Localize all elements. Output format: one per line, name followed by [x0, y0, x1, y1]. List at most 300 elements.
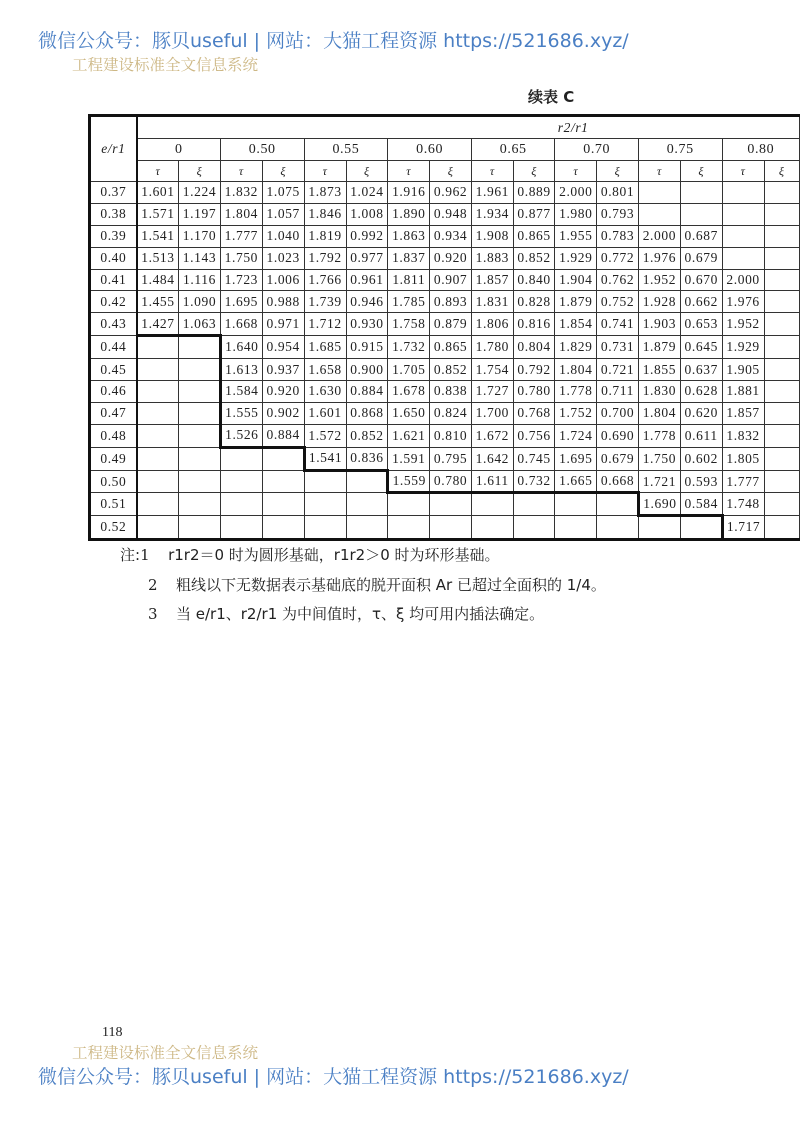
tau-header: τ — [388, 161, 430, 182]
empty-cell — [346, 470, 388, 493]
empty-cell — [220, 516, 262, 540]
row-label: 0.38 — [90, 203, 137, 225]
value-cell: 1.650 — [388, 402, 430, 424]
tau-header: τ — [304, 161, 346, 182]
value-cell: 1.572 — [304, 424, 346, 447]
value-cell: 0.992 — [346, 225, 388, 247]
value-cell: 1.712 — [304, 313, 346, 336]
value-cell: 0.893 — [430, 291, 472, 313]
value-cell: 1.855 — [638, 359, 680, 381]
empty-cell — [179, 402, 221, 424]
value-cell: 1.829 — [555, 336, 597, 359]
empty-cell — [764, 381, 799, 403]
empty-cell — [764, 247, 799, 269]
value-cell: 0.879 — [430, 313, 472, 336]
value-cell: 1.857 — [722, 402, 764, 424]
value-cell: 0.792 — [513, 359, 555, 381]
empty-cell — [513, 493, 555, 516]
tau-header: τ — [722, 161, 764, 182]
empty-cell — [430, 493, 472, 516]
value-cell: 1.008 — [346, 203, 388, 225]
empty-cell — [764, 402, 799, 424]
value-cell: 1.752 — [555, 402, 597, 424]
xi-header: ξ — [597, 161, 639, 182]
value-cell: 1.928 — [638, 291, 680, 313]
watermark-bottom: 微信公众号：豚贝useful | 网站：大猫工程资源 https://521686.xyz/ — [38, 1066, 629, 1088]
value-cell: 1.024 — [346, 182, 388, 204]
value-cell: 1.863 — [388, 225, 430, 247]
value-cell: 2.000 — [555, 182, 597, 204]
value-cell: 1.890 — [388, 203, 430, 225]
xi-header: ξ — [346, 161, 388, 182]
value-cell: 1.955 — [555, 225, 597, 247]
value-cell: 0.700 — [597, 402, 639, 424]
value-cell: 0.865 — [430, 336, 472, 359]
note-text: 粗线以下无数据表示基础底的脱开面积 Ar 已超过全面积的 1/4。 — [176, 575, 606, 594]
value-cell: 0.930 — [346, 313, 388, 336]
value-cell: 1.778 — [638, 424, 680, 447]
empty-cell — [220, 470, 262, 493]
xi-header: ξ — [764, 161, 799, 182]
row-label: 0.52 — [90, 516, 137, 540]
empty-cell — [137, 402, 179, 424]
column-group-0.75: 0.75 — [638, 139, 722, 161]
value-cell: 1.832 — [722, 424, 764, 447]
value-cell: 0.946 — [346, 291, 388, 313]
value-cell: 1.063 — [179, 313, 221, 336]
value-cell: 0.810 — [430, 424, 472, 447]
column-group-0.80: 0.80 — [722, 139, 799, 161]
empty-cell — [346, 516, 388, 540]
row-label: 0.46 — [90, 381, 137, 403]
table-row — [90, 269, 800, 291]
empty-cell — [346, 493, 388, 516]
value-cell: 1.804 — [638, 402, 680, 424]
value-cell: 1.006 — [262, 269, 304, 291]
row-label: 0.45 — [90, 359, 137, 381]
empty-cell — [220, 447, 262, 470]
empty-cell — [764, 225, 799, 247]
empty-cell — [722, 247, 764, 269]
value-cell: 0.988 — [262, 291, 304, 313]
value-cell: 0.934 — [430, 225, 472, 247]
empty-cell — [179, 381, 221, 403]
value-cell: 1.758 — [388, 313, 430, 336]
empty-cell — [764, 447, 799, 470]
value-cell: 1.831 — [471, 291, 513, 313]
value-cell: 1.630 — [304, 381, 346, 403]
value-cell: 0.637 — [680, 359, 722, 381]
empty-cell — [388, 493, 430, 516]
empty-cell — [137, 493, 179, 516]
value-cell: 1.571 — [137, 203, 179, 225]
tau-header: τ — [555, 161, 597, 182]
group-header-row — [90, 139, 800, 161]
note-number: 1 — [140, 546, 150, 564]
value-cell: 1.780 — [471, 336, 513, 359]
value-cell: 1.197 — [179, 203, 221, 225]
value-cell: 0.584 — [680, 493, 722, 516]
empty-cell — [262, 470, 304, 493]
empty-cell — [137, 336, 179, 359]
value-cell: 1.934 — [471, 203, 513, 225]
empty-cell — [220, 493, 262, 516]
empty-cell — [179, 336, 221, 359]
table-row — [90, 291, 800, 313]
value-cell: 0.884 — [346, 381, 388, 403]
empty-cell — [638, 182, 680, 204]
empty-cell — [262, 447, 304, 470]
table-row — [90, 336, 800, 359]
value-cell: 0.816 — [513, 313, 555, 336]
value-cell: 1.090 — [179, 291, 221, 313]
value-cell: 1.961 — [471, 182, 513, 204]
empty-cell — [304, 470, 346, 493]
table-row — [90, 359, 800, 381]
value-cell: 0.961 — [346, 269, 388, 291]
value-cell: 1.792 — [304, 247, 346, 269]
value-cell: 1.484 — [137, 269, 179, 291]
empty-cell — [179, 424, 221, 447]
empty-cell — [764, 424, 799, 447]
value-cell: 0.783 — [597, 225, 639, 247]
empty-cell — [555, 493, 597, 516]
value-cell: 1.555 — [220, 402, 262, 424]
empty-cell — [179, 470, 221, 493]
tau-header: τ — [137, 161, 179, 182]
row-label: 0.43 — [90, 313, 137, 336]
column-group-0.70: 0.70 — [555, 139, 638, 161]
value-cell: 0.752 — [597, 291, 639, 313]
value-cell: 0.780 — [430, 470, 472, 493]
value-cell: 1.916 — [388, 182, 430, 204]
table-row — [90, 470, 800, 493]
empty-cell — [638, 516, 680, 540]
value-cell: 1.665 — [555, 470, 597, 493]
table-row — [90, 313, 800, 336]
empty-cell — [680, 182, 722, 204]
empty-cell — [680, 516, 722, 540]
empty-cell — [137, 359, 179, 381]
value-cell: 0.772 — [597, 247, 639, 269]
table-row — [90, 493, 800, 516]
value-cell: 0.687 — [680, 225, 722, 247]
value-cell: 0.915 — [346, 336, 388, 359]
row-label: 0.48 — [90, 424, 137, 447]
value-cell: 1.705 — [388, 359, 430, 381]
value-cell: 0.948 — [430, 203, 472, 225]
empty-cell — [722, 182, 764, 204]
value-cell: 1.224 — [179, 182, 221, 204]
empty-cell — [137, 470, 179, 493]
row-label: 0.41 — [90, 269, 137, 291]
note-1 — [120, 541, 606, 571]
value-cell: 0.836 — [346, 447, 388, 470]
value-cell: 1.526 — [220, 424, 262, 447]
value-cell: 0.670 — [680, 269, 722, 291]
value-cell: 0.920 — [262, 381, 304, 403]
value-cell: 1.819 — [304, 225, 346, 247]
value-cell: 1.170 — [179, 225, 221, 247]
value-cell: 1.621 — [388, 424, 430, 447]
value-cell: 1.804 — [220, 203, 262, 225]
value-cell: 1.700 — [471, 402, 513, 424]
empty-cell — [555, 516, 597, 540]
empty-cell — [513, 516, 555, 540]
sub-header-row — [90, 161, 800, 182]
value-cell: 1.846 — [304, 203, 346, 225]
value-cell: 0.900 — [346, 359, 388, 381]
value-cell: 1.904 — [555, 269, 597, 291]
value-cell: 0.889 — [513, 182, 555, 204]
value-cell: 1.873 — [304, 182, 346, 204]
empty-cell — [179, 359, 221, 381]
value-cell: 0.645 — [680, 336, 722, 359]
value-cell: 0.852 — [346, 424, 388, 447]
value-cell: 1.040 — [262, 225, 304, 247]
value-cell: 0.611 — [680, 424, 722, 447]
value-cell: 0.731 — [597, 336, 639, 359]
value-cell: 1.695 — [555, 447, 597, 470]
row-label: 0.50 — [90, 470, 137, 493]
value-cell: 0.865 — [513, 225, 555, 247]
row-label: 0.37 — [90, 182, 137, 204]
value-cell: 1.908 — [471, 225, 513, 247]
value-cell: 1.427 — [137, 313, 179, 336]
value-cell: 1.980 — [555, 203, 597, 225]
table-title: 续表 C — [528, 88, 575, 106]
xi-header: ξ — [262, 161, 304, 182]
watermark-top: 微信公众号：豚贝useful | 网站：大猫工程资源 https://521686.xyz/ — [38, 30, 629, 52]
row-label: 0.40 — [90, 247, 137, 269]
value-cell: 0.828 — [513, 291, 555, 313]
tau-header: τ — [638, 161, 680, 182]
empty-cell — [722, 203, 764, 225]
value-cell: 1.832 — [220, 182, 262, 204]
empty-cell — [764, 313, 799, 336]
empty-cell — [262, 493, 304, 516]
note-text: r1r2＝0 时为圆形基础，r1r2＞0 时为环形基础。 — [168, 546, 500, 564]
value-cell: 1.658 — [304, 359, 346, 381]
value-cell: 0.838 — [430, 381, 472, 403]
xi-header: ξ — [680, 161, 722, 182]
row-label: 0.44 — [90, 336, 137, 359]
value-cell: 1.883 — [471, 247, 513, 269]
value-cell: 1.857 — [471, 269, 513, 291]
xi-header: ξ — [179, 161, 221, 182]
value-cell: 1.811 — [388, 269, 430, 291]
value-cell: 0.937 — [262, 359, 304, 381]
row-label: 0.49 — [90, 447, 137, 470]
value-cell: 1.732 — [388, 336, 430, 359]
value-cell: 1.777 — [722, 470, 764, 493]
empty-cell — [597, 493, 639, 516]
value-cell: 1.541 — [137, 225, 179, 247]
value-cell: 1.613 — [220, 359, 262, 381]
value-cell: 1.748 — [722, 493, 764, 516]
empty-cell — [179, 493, 221, 516]
value-cell: 1.541 — [304, 447, 346, 470]
value-cell: 1.672 — [471, 424, 513, 447]
empty-cell — [179, 516, 221, 540]
note-text: 当 e/r1、r2/r1 为中间值时，τ、ξ 均可用内插法确定。 — [176, 605, 545, 623]
table-row — [90, 247, 800, 269]
value-cell: 0.971 — [262, 313, 304, 336]
value-cell: 0.620 — [680, 402, 722, 424]
column-group-0: 0 — [137, 139, 221, 161]
value-cell: 0.852 — [430, 359, 472, 381]
xi-header: ξ — [430, 161, 472, 182]
note-number: 2 — [148, 575, 158, 594]
value-cell: 1.723 — [220, 269, 262, 291]
value-cell: 1.881 — [722, 381, 764, 403]
value-cell: 0.602 — [680, 447, 722, 470]
note-3 — [120, 600, 606, 630]
value-cell: 0.780 — [513, 381, 555, 403]
empty-cell — [304, 493, 346, 516]
value-cell: 0.868 — [346, 402, 388, 424]
value-cell: 1.837 — [388, 247, 430, 269]
column-group-0.55: 0.55 — [304, 139, 388, 161]
value-cell: 0.824 — [430, 402, 472, 424]
empty-cell — [764, 516, 799, 540]
empty-cell — [680, 203, 722, 225]
group-header: r2/r1 — [137, 116, 800, 139]
value-cell: 1.754 — [471, 359, 513, 381]
value-cell: 1.727 — [471, 381, 513, 403]
value-cell: 2.000 — [638, 225, 680, 247]
value-cell: 0.732 — [513, 470, 555, 493]
value-cell: 0.679 — [680, 247, 722, 269]
value-cell: 1.929 — [722, 336, 764, 359]
value-cell: 1.584 — [220, 381, 262, 403]
value-cell: 1.903 — [638, 313, 680, 336]
value-cell: 0.711 — [597, 381, 639, 403]
value-cell: 1.785 — [388, 291, 430, 313]
empty-cell — [764, 359, 799, 381]
value-cell: 0.801 — [597, 182, 639, 204]
value-cell: 0.745 — [513, 447, 555, 470]
row-header: e/r1 — [90, 116, 137, 182]
value-cell: 1.739 — [304, 291, 346, 313]
value-cell: 0.690 — [597, 424, 639, 447]
value-cell: 0.977 — [346, 247, 388, 269]
value-cell: 0.907 — [430, 269, 472, 291]
value-cell: 1.879 — [638, 336, 680, 359]
value-cell: 1.750 — [220, 247, 262, 269]
value-cell: 1.976 — [722, 291, 764, 313]
value-cell: 1.778 — [555, 381, 597, 403]
value-cell: 1.057 — [262, 203, 304, 225]
empty-cell — [764, 269, 799, 291]
value-cell: 1.879 — [555, 291, 597, 313]
value-cell: 1.905 — [722, 359, 764, 381]
table-row — [90, 182, 800, 204]
value-cell: 1.805 — [722, 447, 764, 470]
table-row — [90, 381, 800, 403]
empty-cell — [137, 447, 179, 470]
value-cell: 0.653 — [680, 313, 722, 336]
value-cell: 1.777 — [220, 225, 262, 247]
xi-header: ξ — [513, 161, 555, 182]
value-cell: 1.952 — [722, 313, 764, 336]
column-group-0.65: 0.65 — [471, 139, 554, 161]
empty-cell — [764, 182, 799, 204]
value-cell: 1.804 — [555, 359, 597, 381]
value-cell: 1.766 — [304, 269, 346, 291]
empty-cell — [638, 203, 680, 225]
empty-cell — [471, 493, 513, 516]
empty-cell — [304, 516, 346, 540]
watermark-sub-top: 工程建设标准全文信息系统 — [72, 56, 259, 74]
value-cell: 1.513 — [137, 247, 179, 269]
value-cell: 0.884 — [262, 424, 304, 447]
empty-cell — [137, 381, 179, 403]
value-cell: 0.920 — [430, 247, 472, 269]
tau-header: τ — [471, 161, 513, 182]
value-cell: 0.795 — [430, 447, 472, 470]
table-row — [90, 203, 800, 225]
header-row — [90, 116, 800, 139]
value-cell: 1.611 — [471, 470, 513, 493]
empty-cell — [430, 516, 472, 540]
value-cell: 0.762 — [597, 269, 639, 291]
empty-cell — [471, 516, 513, 540]
notes — [120, 541, 606, 630]
table-row — [90, 402, 800, 424]
value-cell: 1.455 — [137, 291, 179, 313]
value-cell: 1.601 — [137, 182, 179, 204]
value-cell: 0.902 — [262, 402, 304, 424]
value-cell: 1.642 — [471, 447, 513, 470]
value-cell: 0.662 — [680, 291, 722, 313]
value-cell: 0.721 — [597, 359, 639, 381]
value-cell: 0.679 — [597, 447, 639, 470]
value-cell: 1.685 — [304, 336, 346, 359]
empty-cell — [179, 447, 221, 470]
column-group-0.50: 0.50 — [220, 139, 304, 161]
empty-cell — [764, 470, 799, 493]
value-cell: 1.830 — [638, 381, 680, 403]
value-cell: 1.143 — [179, 247, 221, 269]
value-cell: 1.976 — [638, 247, 680, 269]
value-cell: 0.840 — [513, 269, 555, 291]
value-cell: 1.806 — [471, 313, 513, 336]
value-cell: 1.717 — [722, 516, 764, 540]
empty-cell — [388, 516, 430, 540]
value-cell: 1.640 — [220, 336, 262, 359]
table-row — [90, 516, 800, 540]
value-cell: 1.601 — [304, 402, 346, 424]
table-row — [90, 447, 800, 470]
value-cell: 1.591 — [388, 447, 430, 470]
value-cell: 1.854 — [555, 313, 597, 336]
value-cell: 0.756 — [513, 424, 555, 447]
value-cell: 0.793 — [597, 203, 639, 225]
note-2 — [120, 571, 606, 601]
page-number: 118 — [102, 1025, 123, 1040]
empty-cell — [137, 424, 179, 447]
value-cell: 0.962 — [430, 182, 472, 204]
value-cell: 0.741 — [597, 313, 639, 336]
empty-cell — [137, 516, 179, 540]
value-cell: 0.954 — [262, 336, 304, 359]
empty-cell — [722, 225, 764, 247]
notes-prefix: 注: — [120, 546, 141, 564]
table-row — [90, 424, 800, 447]
value-cell: 1.678 — [388, 381, 430, 403]
value-cell: 1.559 — [388, 470, 430, 493]
